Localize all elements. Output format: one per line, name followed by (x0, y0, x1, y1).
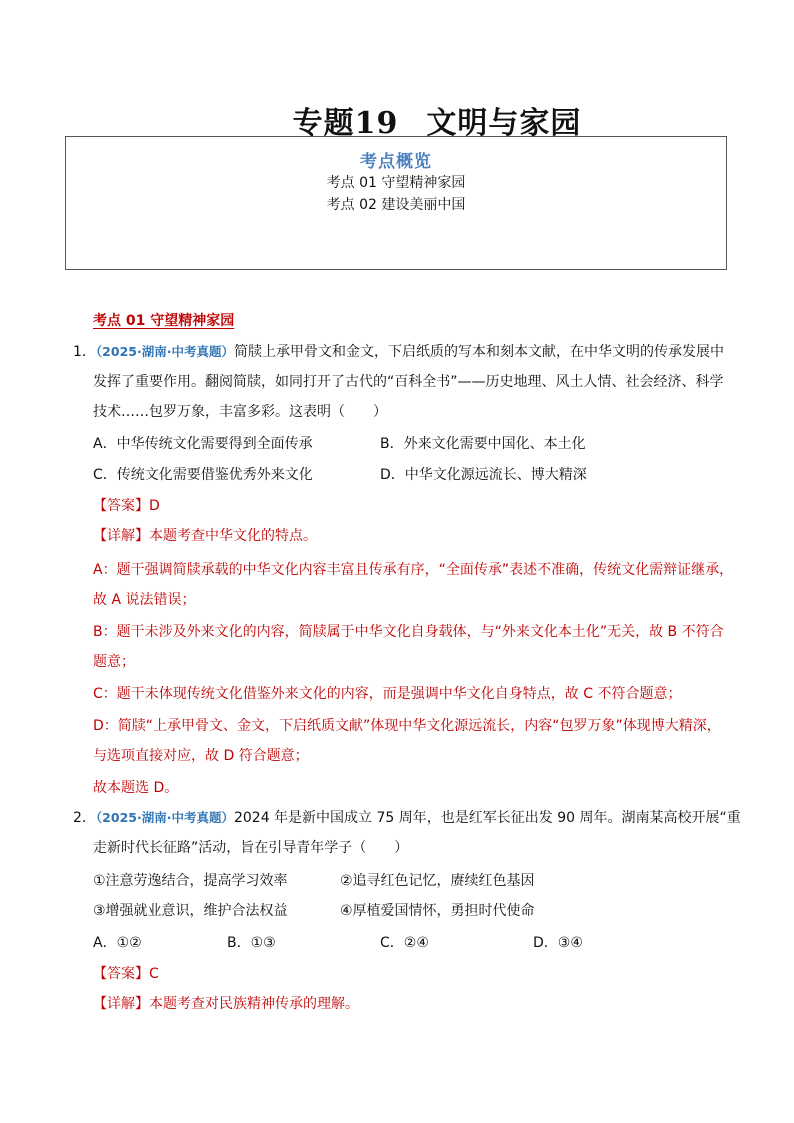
q1-explain-line7: 与选项直接对应，故 D 符合题意； (93, 748, 309, 764)
q2-stem-line2: 走新时代长征路”活动，旨在引导青年学子（ ） (93, 840, 409, 856)
q2-number: 2． (73, 810, 96, 826)
q2-statement-3: ③增强就业意识，维护合法权益 (93, 903, 288, 919)
q1-option-b: B．外来文化需要中国化、本土化 (380, 436, 586, 452)
q2-source: （2025·湖南·中考真题） (95, 810, 234, 825)
q2-option-b: B．①③ (227, 935, 276, 951)
q1-option-c: C．传统文化需要借鉴优秀外来文化 (93, 467, 313, 483)
q1-number: 1． (73, 344, 96, 360)
title-number: 19 (354, 106, 399, 141)
q1-explain-line3: B：题干未涉及外来文化的内容，简牍属于中华文化自身载体，与“外来文化本土化”无关，故 B 不符合 (93, 624, 724, 640)
q1-stem-line3: 技术……包罗万象，丰富多彩。这表明（ ） (93, 404, 387, 420)
overview-item-1: 考点 01 守望精神家园 (326, 175, 466, 191)
q1-detail: 【详解】本题考查中华文化的特点。 (93, 528, 317, 544)
q1-source: （2025·湖南·中考真题） (95, 344, 234, 359)
section-heading-1: 考点 01 守望精神家园 (93, 313, 235, 329)
q1-stem-text1: 简牍上承甲骨文和金文，下启纸质的写本和刻本文献，在中华文明的传承发展中 (233, 344, 724, 360)
title-main: 文明与家园 (426, 106, 582, 141)
q2-stem-text1: 2024 年是新中国成立 75 周年，也是红军长征出发 90 周年。湖南某高校开展“重 (233, 810, 741, 826)
q2-answer: 【答案】C (93, 966, 159, 982)
title-prefix: 专题 (292, 106, 355, 141)
q1-explain-line6: D：简牍“上承甲骨文、金文，下启纸质文献”体现中华文化源远流长，内容“包罗万象”体现博大精深， (93, 718, 721, 734)
q2-stem-line1 (73, 808, 741, 828)
q1-explain-line1: A：题干强调简牍承载的中华文化内容丰富且传承有序，“全面传承”表述不准确，传统文化需辩证继承， (93, 562, 734, 578)
q1-explain-line2: 故 A 说法错误； (93, 592, 196, 608)
overview-heading: 考点概览 (360, 152, 432, 172)
q1-explain-line4: 题意； (93, 654, 135, 670)
q2-statement-4: ④厚植爱国情怀，勇担时代使命 (340, 903, 535, 919)
q2-option-c: C．②④ (380, 935, 429, 951)
q2-option-a: A．①② (93, 935, 142, 951)
q1-stem-line1 (73, 342, 724, 362)
q1-option-a: A．中华传统文化需要得到全面传承 (93, 436, 313, 452)
q1-option-d: D．中华文化源远流长、博大精深 (380, 467, 587, 483)
q2-statement-2: ②追寻红色记忆，赓续红色基因 (340, 873, 535, 889)
q1-explain-line5: C：题干未体现传统文化借鉴外来文化的内容，而是强调中华文化自身特点，故 C 不符合题意； (93, 686, 682, 702)
overview-item-2: 考点 02 建设美丽中国 (326, 197, 466, 213)
q1-explain-line8: 故本题选 D。 (93, 780, 179, 796)
q1-answer: 【答案】D (93, 498, 160, 514)
q2-statement-1: ①注意劳逸结合，提高学习效率 (93, 873, 288, 889)
q2-option-d: D．③④ (533, 935, 583, 951)
q1-stem-line2: 发挥了重要作用。翻阅简牍，如同打开了古代的“百科全书”——历史地理、风土人情、社会经济、科学 (93, 374, 724, 390)
overview-box (65, 136, 727, 270)
q2-detail: 【详解】本题考查对民族精神传承的理解。 (93, 996, 359, 1012)
